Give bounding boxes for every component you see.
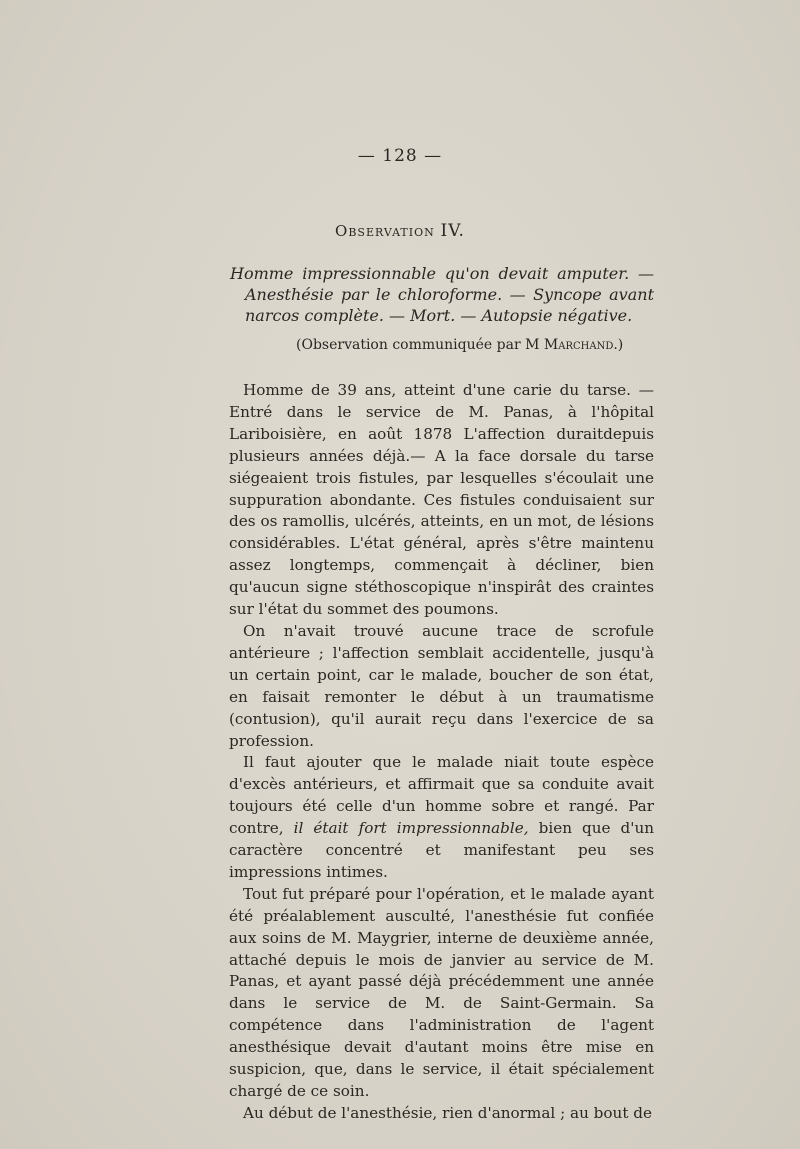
observation-label: Observation: [335, 222, 435, 240]
paragraph-1: Homme de 39 ans, atteint d'une carie du tarse. — Entré dans le service de M. Panas, à l'hôpital Lariboisière, en août 1878 L'affection duraitdepuis plusieurs années déjà.— A la face dorsale du tarse siégeaient trois fistules, par lesquelles s'écoulait une suppuration abondante. Ces fistules conduisaient sur des os ramollis, ulcérés, atteints, en un mot, de lésions considérables. L'état général, après s'être maintenu assez longtemps, commençait à décliner, bien qu'aucun signe stéthoscopique n'inspirât des craintes sur l'état du sommet des poumons.: [229, 381, 654, 619]
observation-number: IV.: [440, 221, 465, 241]
source-prefix: (Observation communiquée par M: [296, 337, 540, 353]
source-suffix: .): [613, 337, 624, 353]
observation-summary: [230, 263, 654, 326]
source-name: Marchand: [543, 337, 614, 353]
observation-heading: [0, 221, 800, 241]
paragraph-2: On n'avait trouvé aucune trace de scrofule antérieure ; l'affection semblait accidentelle, jusqu'à un certain point, car le malade, boucher de son état, en faisait remonter le début à un traumatisme (contusion), qu'il aurait reçu dans l'exercice de sa profession.: [229, 621, 654, 750]
paragraph-3: [229, 752, 654, 883]
page-number: — 128 —: [357, 146, 443, 166]
paragraph-5: Au début de l'anesthésie, rien d'anormal ; au bout de: [243, 1103, 652, 1122]
paragraph-3-after: bien que d'un caractère concentré et manifestant peu ses impressions intimes.: [229, 819, 655, 881]
observation-source: [296, 337, 623, 353]
paragraph-4: Tout fut préparé pour l'opération, et le malade ayant été préalablement ausculté, l'anesthésie fut confiée aux soins de M. Maygrier, interne de deuxième année, attaché depuis le mois de janvier au service de M. Panas, et ayant passé déjà précédemment une année dans le service de M. de Saint-Germain. Sa compétence dans l'administration de l'agent anesthésique devait d'autant moins être mise en suspicion, que, dans le service, il était spécialement chargé de ce soin.: [229, 884, 654, 1100]
paragraph-3-before: Il faut ajouter que le malade niait toute espèce d'excès antérieurs, et affirmait que sa conduite avait toujours été celle d'un homme sobre et rangé. Par contre,: [229, 753, 654, 838]
paragraph-3-italic: il était fort impressionnable,: [293, 819, 529, 838]
body-text: [229, 380, 654, 1125]
summary-text: Homme impressionnable qu'on devait amputer. — Anesthésie par le chloroforme. — Syncope avant narcos complète. — Mort. — Autopsie négative.: [230, 264, 654, 325]
